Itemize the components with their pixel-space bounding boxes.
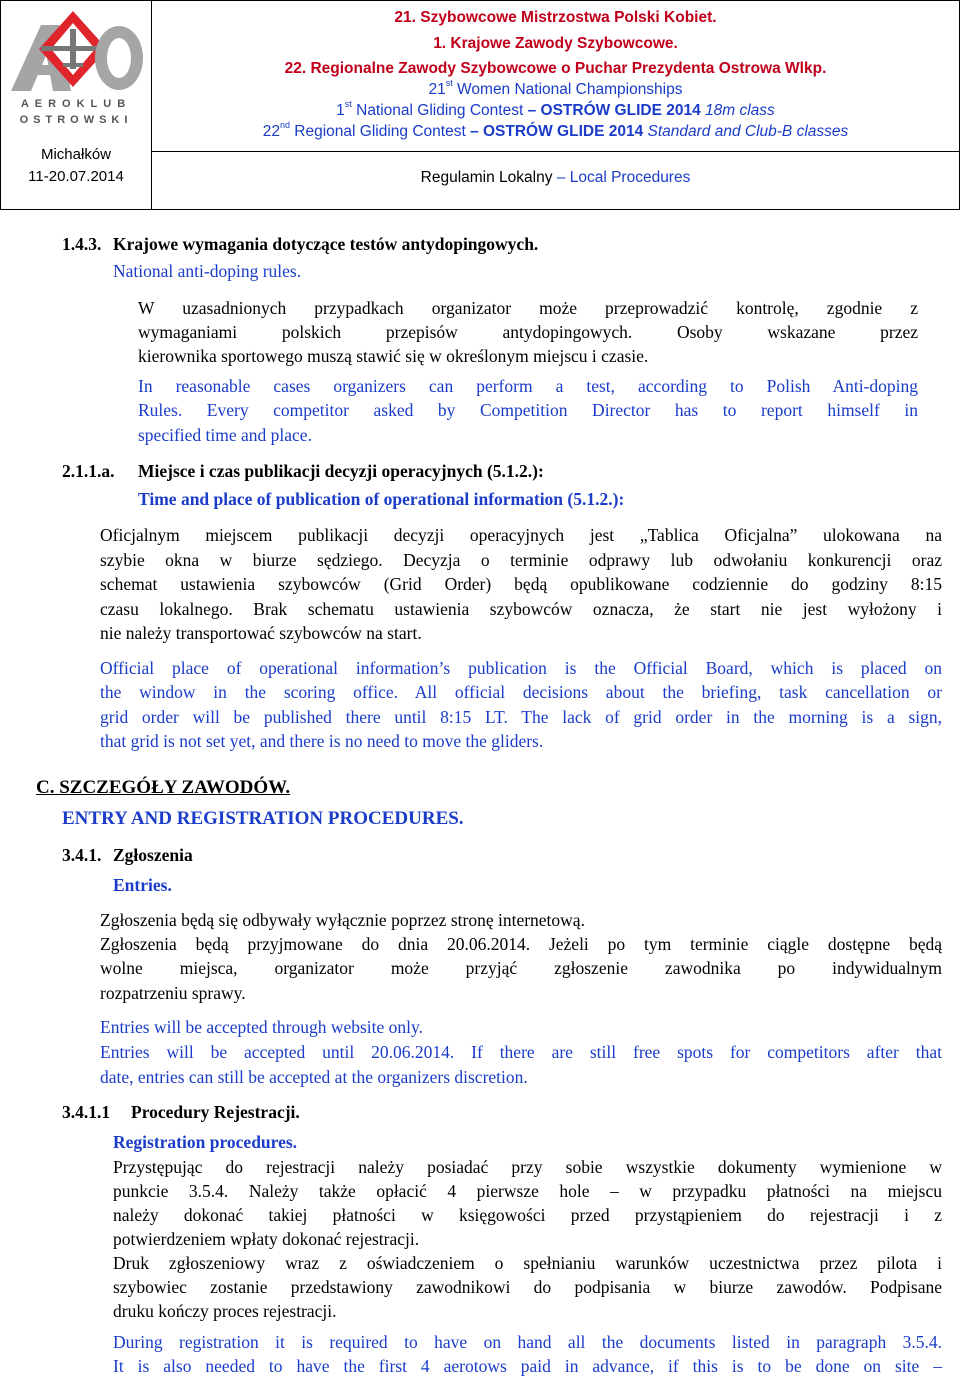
- chapter-title-en: ENTRY AND REGISTRATION PROCEDURES.: [62, 808, 464, 829]
- paragraph-line: W uzasadnionych przypadkach organizator może przeprowadzić kontrolę, zgodnie z: [138, 298, 918, 318]
- section-title-pl: Procedury Rejestracji.: [131, 1102, 300, 1122]
- location: Michałków: [40, 146, 112, 163]
- paragraph-line: Entries will be accepted through website only.: [100, 1017, 424, 1037]
- aeroklub-logo: [1, 3, 151, 143]
- logo-cell: [1, 1, 152, 209]
- title-line-1: 21. Szybowcowe Mistrzostwa Polski Kobiet.: [394, 9, 717, 26]
- chapter-title-pl: C. SZCZEGÓŁY ZAWODÓW.: [36, 777, 291, 798]
- paragraph-line: czasu lokalnego. Brak schematu ustawienia szybowców oznacza, że start nie jest wyłożony i: [100, 599, 942, 619]
- paragraph-line: that grid is not set yet, and there is no need to move the gliders.: [100, 731, 544, 751]
- section-number: 1.4.3.: [62, 234, 102, 254]
- paragraph-line: Zgłoszenia będą się odbywały wyłącznie poprzez stronę internetową.: [100, 910, 585, 930]
- paragraph-line: nie należy transportować szybowców na start.: [100, 623, 422, 643]
- title-cell: [152, 1, 959, 152]
- paragraph-line: Official place of operational information’s publication is the Official Board, which is placed on: [100, 658, 942, 678]
- paragraph-line: Rules. Every competitor asked by Competition Director has to report himself in: [138, 400, 918, 420]
- paragraph-line: grid order will be published there until 8:15 LT. The lack of grid order in the morning is a sign,: [100, 707, 942, 727]
- paragraph-line: druku kończy proces rejestracji.: [113, 1301, 337, 1321]
- paragraph-line: It is also needed to have the first 4 aerotows paid in advance, if this is to be done on site –: [113, 1356, 942, 1376]
- paragraph-line: schemat ustawienia szybowców (Grid Order) będą opublikowane codziennie do godziny 8:15: [100, 574, 942, 594]
- paragraph-line: Przystępując do rejestracji należy posiadać przy sobie wszystkie dokumenty wymienione w: [113, 1157, 942, 1177]
- paragraph-line: potwierdzeniem wpłaty dokonać rejestracji.: [113, 1229, 420, 1249]
- logo-line-1: AEROKLUB: [20, 98, 132, 110]
- title-line-2: 1. Krajowe Zawody Szybowcowe.: [433, 35, 678, 52]
- section-title-pl: Krajowe wymagania dotyczące testów antydopingowych.: [113, 234, 539, 254]
- paragraph-line: kierownika sportowego muszą stawić się w określonym miejscu i czasie.: [138, 346, 649, 366]
- english-line-1: 21st Women National Championships: [428, 78, 683, 98]
- paragraph-line: In reasonable cases organizers can perform a test, according to Polish Anti-doping: [138, 376, 918, 396]
- section-number: 3.4.1.1: [62, 1102, 111, 1122]
- section-title-en: Time and place of publication of operational information (5.1.2.):: [138, 489, 625, 509]
- paragraph-line: szybie okna w biurze sędziego. Decyzja o terminie odprawy lub odwołaniu konkurencji oraz: [100, 550, 942, 570]
- paragraph-line: During registration it is required to have on hand all the documents listed in paragraph 3.5.4.: [113, 1332, 942, 1352]
- section-number: 3.4.1.: [62, 845, 102, 865]
- english-line-3: 22nd Regional Gliding Contest – OSTRÓW GLIDE 2014 Standard and Club-B classes: [262, 120, 849, 140]
- dates: 11-20.07.2014: [28, 168, 124, 185]
- paragraph-line: wolne miejsca, organizator może przyjąć zgłoszenie zawodnika po indywidualnym: [100, 958, 942, 978]
- paragraph-line: szybowiec zostanie przedstawiony zawodnikowi do podpisania w biurze zawodów. Podpisane: [113, 1277, 942, 1297]
- subtitle: Regulamin Lokalny – Local Procedures: [420, 169, 691, 186]
- section-title-en: Entries.: [113, 875, 172, 895]
- section-title-en: National anti-doping rules.: [113, 261, 302, 281]
- title-line-3: 22. Regionalne Zawody Szybowcowe o Puchar Prezydenta Ostrowa Wlkp.: [284, 60, 827, 77]
- paragraph-line: rozpatrzeniu sprawy.: [100, 983, 246, 1003]
- document-header: [0, 0, 960, 210]
- paragraph-line: specified time and place.: [138, 425, 312, 445]
- paragraph-line: wymaganiami polskich przepisów antydopingowych. Osoby wskazane przez: [138, 322, 918, 342]
- section-title-en: Registration procedures.: [113, 1132, 298, 1152]
- section-title-pl: Zgłoszenia: [113, 845, 193, 865]
- paragraph-line: punkcie 3.5.4. Należy także opłacić 4 pierwsze hole – w przypadku płatności na miejscu: [113, 1181, 942, 1201]
- paragraph-line: Druk zgłoszeniowy wraz z oświadczeniem o spełnianiu warunków uczestnictwa przez pilota i: [113, 1253, 942, 1273]
- paragraph-line: the window in the scoring office. All official decisions about the briefing, task cancellation or: [100, 682, 942, 702]
- paragraph-line: Entries will be accepted until 20.06.2014. If there are still free spots for competitors after that: [100, 1042, 942, 1062]
- english-line-2: 1st National Gliding Contest – OSTRÓW GLIDE 2014 18m class: [336, 99, 775, 119]
- paragraph-line: Zgłoszenia będą przyjmowane do dnia 20.06.2014. Jeżeli po tym terminie ciągle dostępne będą: [100, 934, 942, 954]
- section-title-pl: Miejsce i czas publikacji decyzji operacyjnych (5.1.2.):: [138, 461, 544, 481]
- logo-line-2: OSTROWSKI: [19, 114, 133, 126]
- paragraph-line: Oficjalnym miejscem publikacji decyzji operacyjnych jest „Tablica Oficjalna” ulokowana na: [100, 525, 942, 545]
- section-number: 2.1.1.a.: [62, 461, 115, 481]
- paragraph-line: date, entries can still be accepted at the organizers discretion.: [100, 1067, 528, 1087]
- paragraph-line: należy dokonać takiej płatności w księgowości przed przystąpieniem do rejestracji i z: [113, 1205, 942, 1225]
- subtitle-cell: [152, 152, 959, 209]
